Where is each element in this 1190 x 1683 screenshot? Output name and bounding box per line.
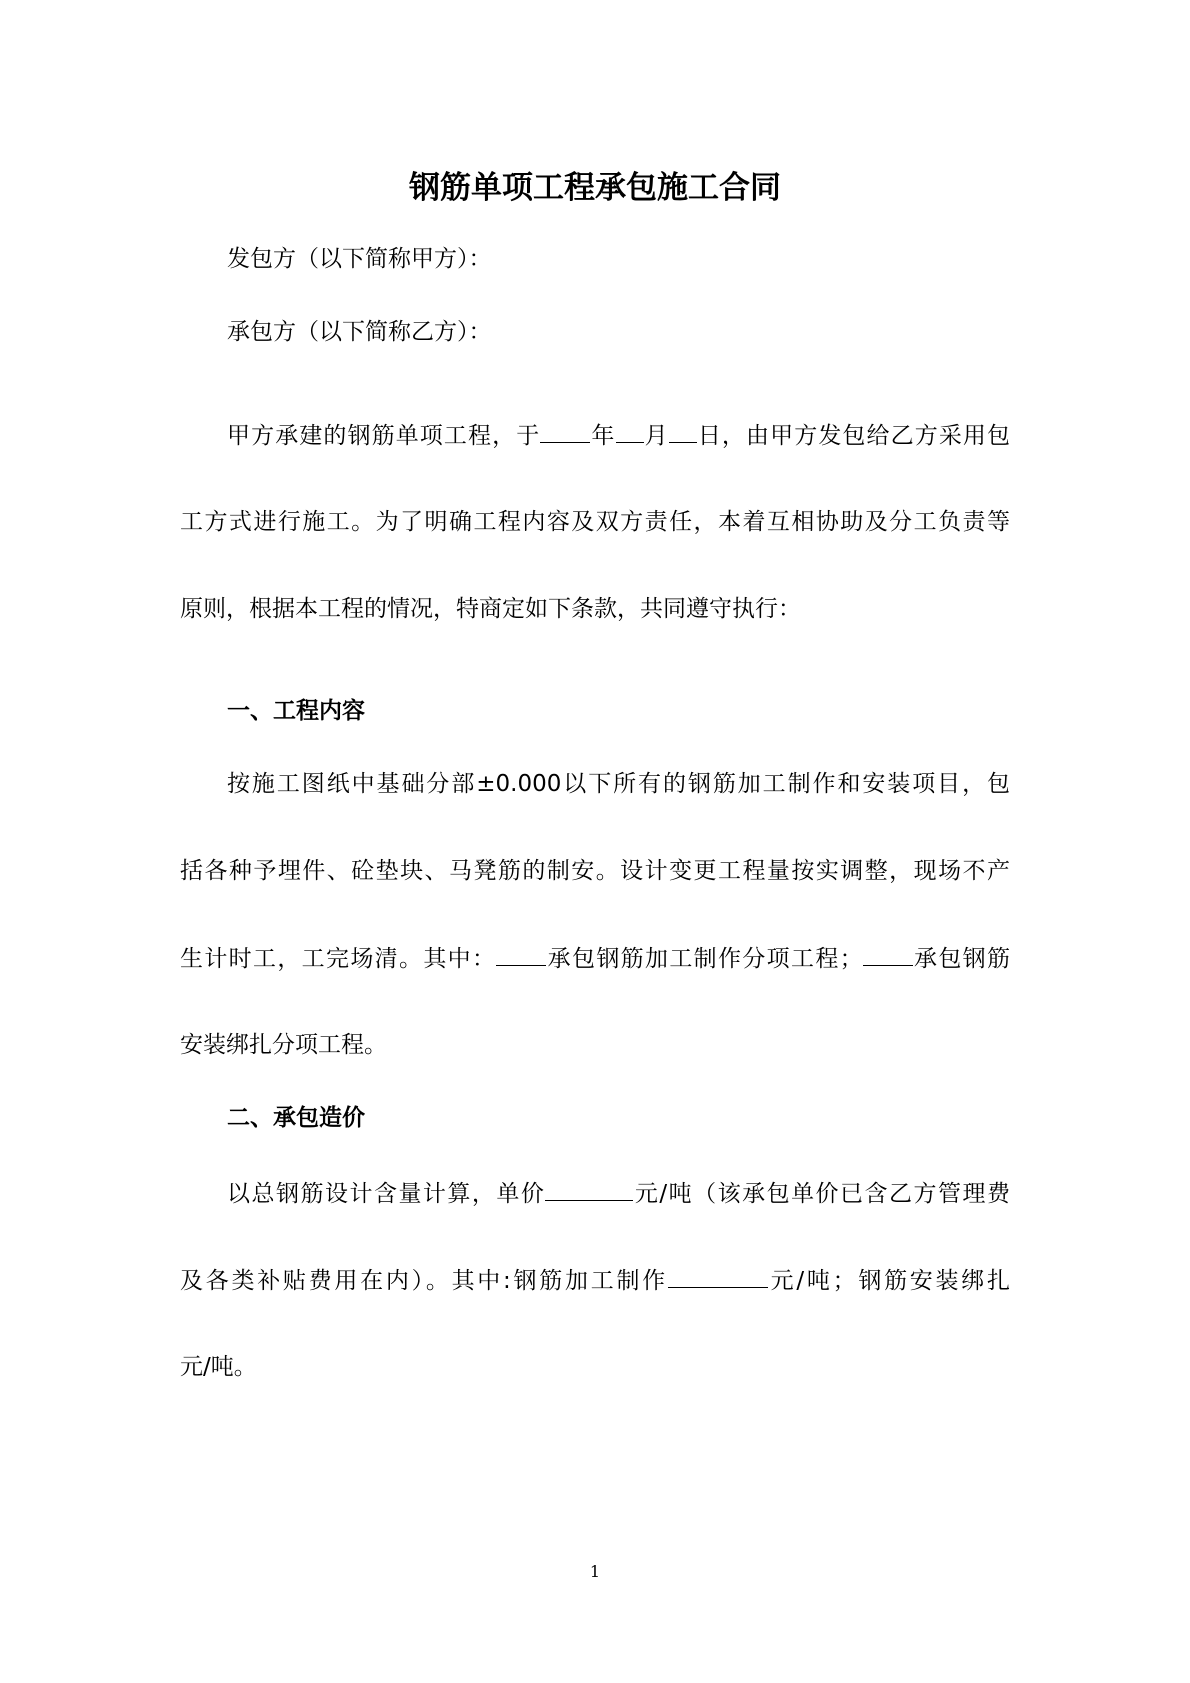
installation-contractor-blank[interactable]: [863, 943, 913, 966]
section-2-text: 以总钢筋设计含量计算，单价: [227, 1181, 546, 1207]
fabrication-contractor-blank[interactable]: [496, 943, 546, 966]
day-blank[interactable]: [669, 420, 697, 443]
section-1-line-4: 安装绑扎分项工程。: [180, 1032, 387, 1058]
section-1-text: 承包钢筋加工制作分项工程；: [546, 946, 863, 972]
unit-price-blank[interactable]: [545, 1178, 633, 1201]
section-2-line-2: [180, 1265, 1010, 1296]
section-1-text: 承包钢筋: [912, 946, 1011, 972]
section-2-heading: 二、承包造价: [227, 1105, 365, 1131]
intro-line-1: [227, 420, 1010, 451]
section-2-line-1: [227, 1178, 1010, 1209]
section-1-heading: 一、工程内容: [227, 698, 365, 724]
section-1-line-2: 括各种予埋件、砼垫块、马凳筋的制安。设计变更工程量按实调整，现场不产: [180, 858, 1010, 884]
year-label: 年: [590, 423, 616, 449]
section-2-line-3: 元/吨。: [180, 1354, 257, 1380]
section-2-text: 及各类补贴费用在内）。其中:钢筋加工制作: [180, 1268, 668, 1294]
contractor-label: 承包方（以下简称乙方）：: [227, 319, 492, 345]
section-2-text: 元/吨；钢筋安装绑扎: [767, 1268, 1011, 1294]
section-2-text: 元/吨（该承包单价已含乙方管理费: [633, 1181, 1011, 1207]
employer-label: 发包方（以下简称甲方）：: [227, 246, 492, 272]
page-number: 1: [589, 1562, 601, 1581]
section-1-line-1: 按施工图纸中基础分部±0.000以下所有的钢筋加工制作和安装项目，包: [227, 771, 1010, 797]
year-blank[interactable]: [540, 420, 590, 443]
intro-line-2: 工方式进行施工。为了明确工程内容及双方责任，本着互相协助及分工负责等: [180, 509, 1010, 535]
intro-line-3: 原则，根据本工程的情况，特商定如下条款，共同遵守执行：: [180, 596, 801, 622]
month-label: 月: [643, 423, 669, 449]
fabrication-price-blank[interactable]: [668, 1265, 768, 1288]
section-1-line-3: [180, 943, 1010, 974]
intro-text: 甲方承建的钢筋单项工程，于: [227, 423, 541, 449]
document-title: 钢筋单项工程承包施工合同: [409, 170, 781, 206]
intro-text: 日，由甲方发包给乙方采用包: [696, 423, 1011, 449]
month-blank[interactable]: [616, 420, 644, 443]
section-1-text: 生计时工，工完场清。其中：: [180, 946, 497, 972]
